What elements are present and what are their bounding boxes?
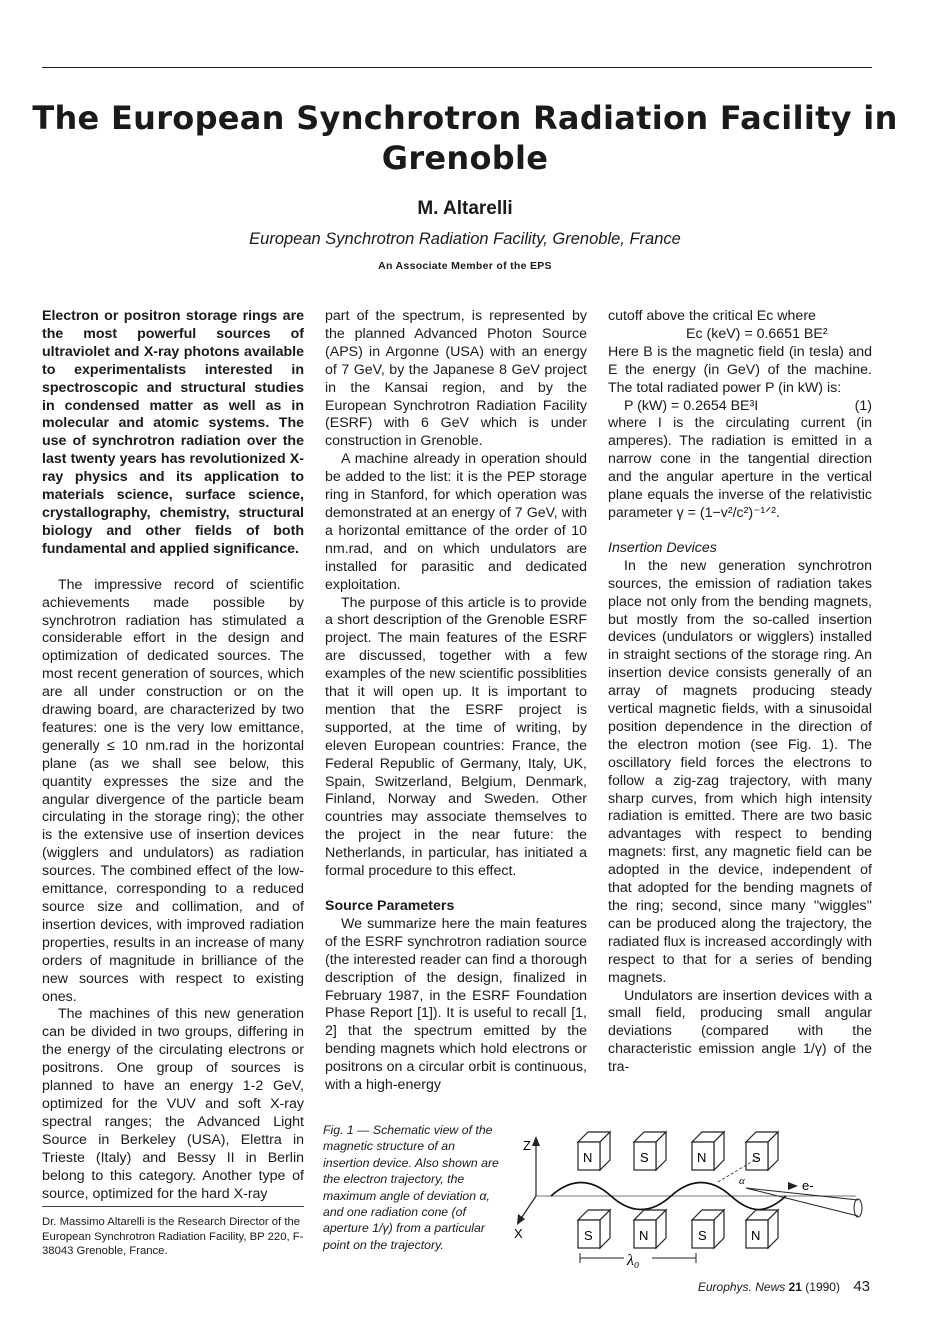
- magnet-top-1: [578, 1132, 610, 1170]
- x-axis-line: [520, 1196, 536, 1220]
- journal-volume: 21: [788, 1280, 802, 1294]
- z-axis-arrow-icon: [532, 1136, 540, 1146]
- alpha-label: α: [739, 1175, 745, 1187]
- magnet-pole-label: S: [584, 1228, 593, 1243]
- page-number: 43: [853, 1278, 870, 1295]
- paragraph: The purpose of this article is to provide a short description of the Grenoble ESRF project. The main features of the ESRF are discussed, together with a few examples of the new scientific possiblities that it will open up. It is important to mention that the ESRF project is supported, at the time of writing, by eleven European countries: France, the Federal Republic of Germany, Italy, UK, Spain, Switzerland, Belgium, Denmark, Finland, Norway and Sweden. Other countries may associate themselves to the project in the near future: the Netherlands, in particular, has initiated a formal procedure to this effect.: [325, 594, 587, 880]
- electron-arrow-icon: [788, 1182, 798, 1190]
- cone-aperture: [854, 1199, 862, 1217]
- paragraph: A machine already in operation should be added to the list: it is the PEP storage ring in Stanford, for which operation was demonstrated at an energy of 7 GeV, with a horizontal emittance of the order of 10 nm.rad, and on which undulators are installed for parasitic and dedicated exploitation.: [325, 451, 587, 593]
- equation-body: P (kW) = 0.2654 BE³I: [624, 397, 759, 414]
- column-3: [608, 308, 872, 1077]
- section-heading-insertion-devices: Insertion Devices: [608, 539, 717, 556]
- journal-name: Europhys. News: [697, 1280, 786, 1294]
- equation-critical-energy: Ec (keV) = 0.6651 BE²: [686, 325, 828, 342]
- author-name: M. Altarelli: [417, 198, 513, 219]
- magnet-pole-label: S: [698, 1228, 707, 1243]
- magnet-top-4: [746, 1132, 778, 1170]
- column-1: [42, 308, 304, 1203]
- x-axis-arrow-icon: [517, 1214, 525, 1225]
- magnet-pole-label: N: [751, 1228, 761, 1243]
- magnet-bottom-1: [578, 1210, 610, 1248]
- magnet-pole-label: S: [640, 1150, 649, 1165]
- page-footer: [698, 1278, 870, 1295]
- magnet-bottom-4: [746, 1210, 778, 1248]
- magnet-top-3: [692, 1132, 724, 1170]
- period-label: λ₀: [627, 1252, 640, 1269]
- paragraph: Here B is the magnetic field (in tesla) and E the energy (in GeV) of the machine. The total radiated power P (in kW) is:: [608, 343, 872, 396]
- abstract: Electron or positron storage rings are the most powerful sources of ultraviolet and X-ray photons available to experimentalists interested in spectroscopic and structural studies in condensed matter as well as in molecular and atomic systems. The use of synchrotron radiation over the last twenty years has revolutionized X-ray physics and its application to materials science, surface science, crystallography, chemistry, structural biology and other fields of both fundamental and applied significance.: [42, 308, 304, 557]
- author-affiliation: European Synchrotron Radiation Facility, Grenoble, France: [249, 230, 681, 248]
- article-title: The European Synchrotron Radiation Facility in Grenoble: [32, 99, 898, 177]
- eps-association: An Associate Member of the EPS: [378, 260, 552, 272]
- z-axis-label: Z: [523, 1138, 531, 1153]
- magnet-pole-label: S: [752, 1150, 761, 1165]
- magnet-bottom-3: [692, 1210, 724, 1248]
- paragraph: where I is the circulating current (in amperes). The radiation is emitted in a narrow cone in the tangential direction and the angular aperture in the vertical plane equals the inverse of the relativistic parameter γ = (1−v²/c²)⁻¹ᐟ².: [608, 415, 872, 521]
- author-footnote: Dr. Massimo Altarelli is the Research Director of the European Synchrotron Radiation Facility, BP 220, F-38043 Grenoble, France.: [42, 1216, 304, 1258]
- paragraph: We summarize here the main features of the ESRF synchrotron radiation source (the interested reader can find a thorough description of the design, finalized in February 1987, in the ESRF Foundation Phase Report [1]). It is useful to recall [1, 2] that the spectrum emitted by the bending magnets which hold electrons or positrons on a circular orbit is continuous, with a high-energy: [325, 915, 587, 1094]
- magnet-pole-label: N: [639, 1228, 649, 1243]
- magnet-pole-label: N: [697, 1150, 707, 1165]
- section-heading-source-parameters: Source Parameters: [325, 898, 455, 914]
- x-axis-label: X: [514, 1226, 523, 1241]
- paragraph: part of the spectrum, is represented by the planned Advanced Photon Source (APS) in Argonne (USA) with an energy of 7 GeV, by the Japanese 8 GeV project in the Kansai region, and by the European Synchrotron Radiation Facility (ESRF) with 6 GeV which is under construction in Grenoble.: [325, 308, 587, 450]
- paragraph: cutoff above the critical Ec where: [608, 308, 816, 324]
- footnote-rule: [42, 1206, 304, 1207]
- figure-caption: Fig. 1 — Schematic view of the magnetic structure of an insertion device. Also shown are the electron trajectory, the maximum angle of deviation α, and one radiation cone (of aperture 1/γ) from a particular point on the trajectory.: [323, 1123, 499, 1252]
- paragraph: In the new generation synchrotron sources, the emission of radiation takes place not only from the bending magnets, but mostly from the so-called insertion devices (undulators or wigglers) installed in straight sections of the storage ring. An insertion device consists generally of an array of magnets producing steady vertical magnetic fields, with a sinusoidal position dependence in the direction of the electron motion (see Fig. 1). The oscillatory field forces the electrons to follow a zig-zag trajectory, with many sharp curves, from which high intensity radiation is emitted. There are two basic advantages with respect to bending magnets: first, any magnetic field can be adopted in the device, independent of that adopted for the bending magnets of the ring; second, since many ''wiggles'' can be produced along the trajectory, the radiated flux is increased accordingly with respect to that for a series of bending magnets.: [608, 557, 872, 986]
- top-rule: [42, 67, 872, 68]
- paragraph: Undulators are insertion devices with a small field, producing small angular deviations (compared with the characteristic emission angle 1/γ) of the tra-: [608, 987, 872, 1076]
- column-2: [325, 308, 587, 1095]
- equation-radiated-power: [608, 398, 872, 416]
- magnet-top-2: [634, 1132, 666, 1170]
- electron-label: e-: [802, 1178, 814, 1193]
- paragraph: The impressive record of scientific achievements made possible by synchrotron radiation has stimulated a considerable effort in the design and optimization of dedicated sources. The most recent generation of sources, which are all under construction or on the drawing board, are characterized by two features: one is the very low emittance, generally ≤ 10 nm.rad in the horizontal plane (as we shall see below, this quantity expresses the size and the angular divergence of the particle beam circulating in the storage ring); the other is the extensive use of insertion devices (wigglers and undulators) as radiation sources. The combined effect of the low-emittance, corresponding to a reduced source size and collimation, and of insertion devices, with improved radiation properties, results in an increase of many orders of magnitude in brilliance of the new sources with respect to existing ones.: [42, 576, 304, 1005]
- journal-year: (1990): [805, 1280, 840, 1294]
- insertion-device-figure: [506, 1128, 872, 1270]
- paragraph: The machines of this new generation can be divided in two groups, differing in the energy of the circulating electrons or positrons. One group of sources is planned to have an energy 1-2 GeV, optimized for the VUV and soft X-ray spectral ranges; the Advanced Light Source in Berkeley (USA), Elettra in Trieste (Italy) and Bessy II in Berlin belong to this category. Another type of source, optimized for the hard X-ray: [42, 1006, 304, 1202]
- magnet-pole-label: N: [583, 1150, 593, 1165]
- equation-number: (1): [854, 397, 872, 414]
- magnet-bottom-2: [634, 1210, 666, 1248]
